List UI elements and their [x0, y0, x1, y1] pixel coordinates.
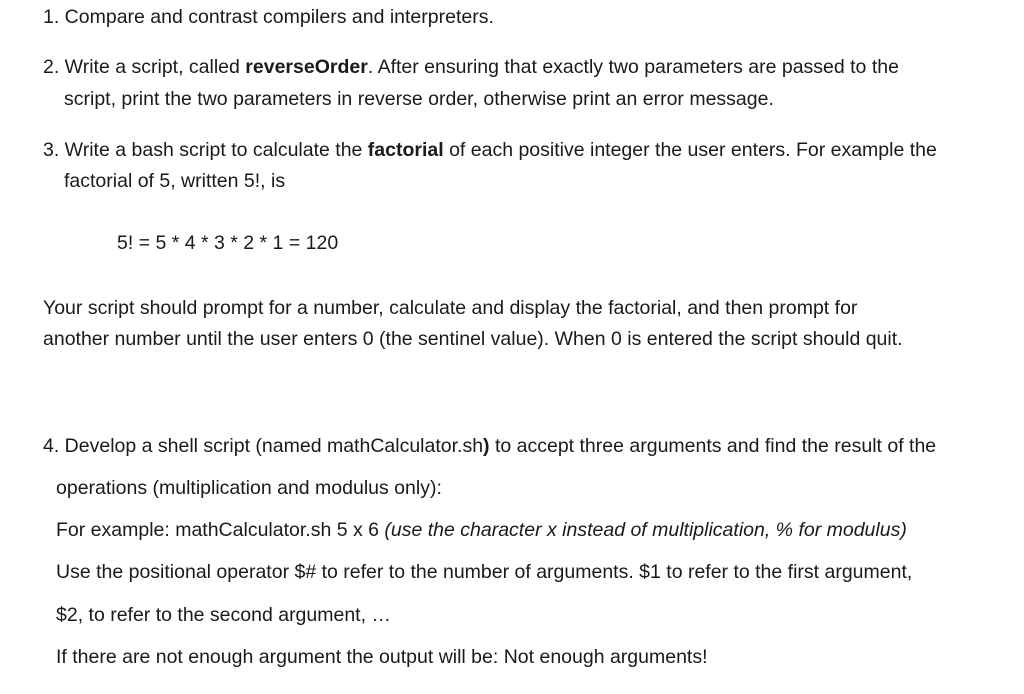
- question-3-line-1: [43, 141, 937, 161]
- script-name-reverseorder: reverseOrder: [245, 56, 368, 78]
- question-3-line-2: [64, 172, 285, 192]
- factorial-formula: [117, 234, 338, 254]
- question-1: [43, 8, 494, 28]
- question-4-line-2: [56, 479, 442, 499]
- question-4-line-5: [56, 606, 391, 626]
- question-2-suffix: . After ensuring that exactly two parameters are passed to the: [367, 56, 899, 78]
- question-4-operations: operations (multiplication and modulus only):: [56, 477, 442, 499]
- question-3-continuation: factorial of 5, written 5!, is: [64, 170, 286, 192]
- question-4-prefix: 4. Develop a shell script (named mathCalculator.sh: [43, 435, 484, 457]
- question-4-line-4: [56, 563, 912, 583]
- question-4-bold-paren: ): [483, 435, 490, 457]
- question-4-line-6: [56, 648, 708, 668]
- question-3-prefix: 3. Write a bash script to calculate the: [43, 139, 368, 161]
- question-4-example-note: (use the character x instead of multiplication, % for modulus): [384, 519, 907, 541]
- question-3-suffix: of each positive integer the user enters. For example the: [443, 139, 937, 161]
- question-4-suffix: to accept three arguments and find the result of the: [489, 435, 937, 457]
- question-4-example: For example: mathCalculator.sh 5 x 6: [56, 519, 385, 541]
- factorial-formula-text: 5! = 5 * 4 * 3 * 2 * 1 = 120: [117, 232, 339, 254]
- question-1-text: 1. Compare and contrast compilers and interpreters.: [43, 6, 494, 28]
- question-3-paragraph-line-1: [43, 299, 857, 319]
- question-2-continuation: script, print the two parameters in reverse order, otherwise print an error message.: [64, 88, 774, 110]
- question-4-positional: Use the positional operator $# to refer to the number of arguments. $1 to refer to the first argument,: [56, 561, 913, 583]
- question-4-second-arg: $2, to refer to the second argument, …: [56, 604, 391, 626]
- question-4-line-1: [43, 437, 936, 457]
- question-2-prefix: 2. Write a script, called: [43, 56, 246, 78]
- factorial-keyword: factorial: [367, 139, 444, 161]
- question-3-paragraph-text-2: another number until the user enters 0 (the sentinel value). When 0 is entered the script should quit.: [43, 328, 903, 350]
- question-2-line-2: [64, 90, 774, 110]
- question-4-line-3: [56, 521, 907, 541]
- question-2-line-1: [43, 58, 899, 78]
- question-3-paragraph-text-1: Your script should prompt for a number, calculate and display the factorial, and then prompt for: [43, 297, 858, 319]
- question-3-paragraph-line-2: [43, 330, 903, 350]
- question-4-error-output: If there are not enough argument the output will be: Not enough arguments!: [56, 646, 708, 668]
